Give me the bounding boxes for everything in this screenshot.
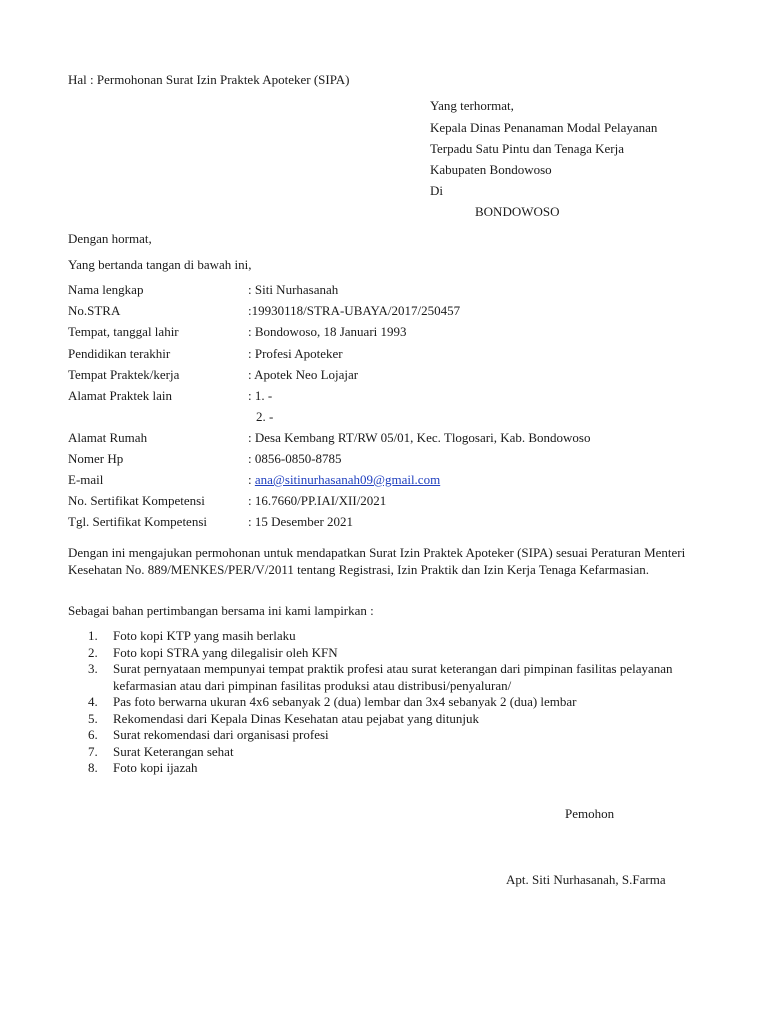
signature-title: Pemohon [565,806,615,821]
list-number: 6. [88,727,98,742]
list-number: 3. [88,661,98,676]
list-number: 7. [88,743,98,759]
field-value: : Profesi Apoteker [248,346,343,361]
recipient-line-1: Kepala Dinas Penanaman Modal Pelayanan [430,120,658,135]
list-text: Surat rekomendasi dari organisasi profesi [113,727,329,742]
field-label: Tgl. Sertifikat Kompetensi [68,514,208,529]
attachments-intro: Sebagai bahan pertimbangan bersama ini kami lampirkan : [68,603,374,618]
field-value: : Siti Nurhasanah [248,282,339,297]
recipient-greeting: Yang terhormat, [430,98,514,113]
intro-line: Yang bertanda tangan di bawah ini, [68,257,252,272]
recipient-di: Di [430,183,443,198]
field-label: No.STRA [68,303,121,318]
field-row [0,303,768,319]
list-number: 1. [88,628,98,643]
list-number: 2. [88,644,98,660]
list-item [88,628,713,645]
field-row [0,367,768,383]
list-text: Surat pernyataan mempunyai tempat praktik profesi atau surat keterangan dari pimpinan fasilitas pelayanan kefarmasian atau dari pimpinan fasilitas produksi atau distribusi/penyaluran/ [113,661,673,693]
list-text: Rekomendasi dari Kepala Dinas Kesehatan atau pejabat yang ditunjuk [113,710,480,726]
recipient-city: BONDOWOSO [475,204,560,219]
signature-name: Apt. Siti Nurhasanah, S.Farma [506,872,666,887]
list-number: 4. [88,694,98,709]
field-row [0,346,768,362]
recipient-line-2: Terpadu Satu Pintu dan Tenaga Kerja [430,141,624,156]
field-row [0,282,768,298]
field-label: Tempat Praktek/kerja [68,367,180,382]
field-row [0,493,768,509]
field-row [0,430,768,446]
field-label: Nomer Hp [68,451,124,466]
list-text: Pas foto berwarna ukuran 4x6 sebanyak 2 (dua) lembar dan 3x4 sebanyak 2 (dua) lembar [113,694,577,709]
request-paragraph: Dengan ini mengajukan permohonan untuk mendapatkan Surat Izin Praktek Apoteker (SIPA) sesuai Peraturan Menteri Kesehatan No. 889/MENKES/PER/V/2011 tentang Registrasi, Izin Praktik dan Izin Kerja Tenaga Kefarmasian. [68,545,686,577]
email-link[interactable]: ana@sitinurhasanah09@gmail.com [254,472,441,487]
field-label: Alamat Rumah [68,430,148,445]
recipient-line-3: Kabupaten Bondowoso [430,162,552,177]
field-label: E-mail [68,472,104,487]
field-label: Tempat, tanggal lahir [68,324,179,339]
field-value: 2. - [256,409,274,424]
list-item [88,727,713,744]
email-colon: : [248,472,252,487]
field-row [0,514,768,530]
field-value: : 15 Desember 2021 [248,514,354,529]
list-number: 8. [88,760,98,775]
list-item [88,744,713,761]
letter-subject: Hal : Permohonan Surat Izin Praktek Apoteker (SIPA) [68,72,350,87]
field-row [0,451,768,467]
salutation: Dengan hormat, [68,231,152,246]
field-value: :19930118/STRA-UBAYA/2017/250457 [248,303,461,318]
list-text: Surat Keterangan sehat [113,743,234,759]
field-row [0,472,768,488]
list-item [88,760,713,777]
list-item [88,645,713,662]
field-row [0,324,768,340]
field-label: Alamat Praktek lain [68,388,172,403]
attachments-list [88,628,713,777]
field-value: : Apotek Neo Lojajar [248,367,359,382]
field-value: : Desa Kembang RT/RW 05/01, Kec. Tlogosari, Kab. Bondowoso [248,430,591,445]
field-label: Pendidikan terakhir [68,346,171,361]
field-row [0,388,768,404]
field-row [0,409,768,425]
field-value: : 1. - [248,388,273,403]
field-value: : Bondowoso, 18 Januari 1993 [248,324,407,339]
list-item [88,694,713,711]
list-number: 5. [88,710,98,726]
field-value: : 0856-0850-8785 [248,451,342,466]
list-item [88,661,713,694]
list-text: Foto kopi ijazah [113,760,198,775]
list-text: Foto kopi KTP yang masih berlaku [113,628,296,643]
field-value: : 16.7660/PP.IAI/XII/2021 [248,493,387,508]
field-value [248,472,440,488]
list-item [88,711,713,728]
list-text: Foto kopi STRA yang dilegalisir oleh KFN [113,644,338,660]
field-label: No. Sertifikat Kompetensi [68,493,205,508]
field-label: Nama lengkap [68,282,144,297]
